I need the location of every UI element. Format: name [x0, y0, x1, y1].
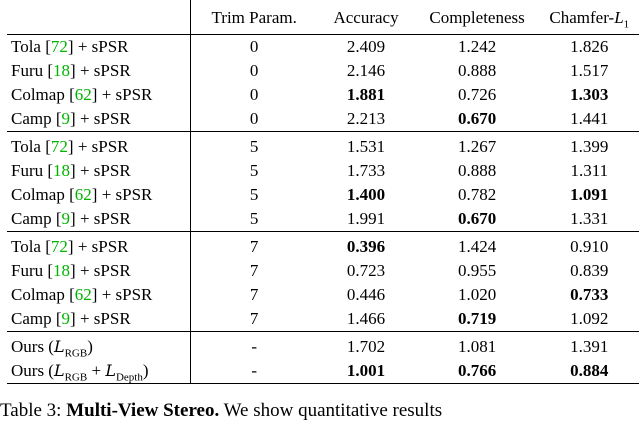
cell-accuracy: 2.213 [318, 107, 415, 132]
cell-accuracy: 2.409 [346, 37, 386, 56]
method-name: Furu [11, 161, 48, 180]
cell-completeness: 0.888 [457, 161, 497, 180]
cell-method [7, 332, 190, 360]
cell-chamfer: 1.092 [540, 307, 639, 332]
cell-method: Colmap [62] + sPSR [7, 183, 190, 207]
citation-link: 62 [74, 85, 92, 104]
method-suffix: + sPSR [75, 309, 131, 328]
table-row [7, 183, 639, 207]
cell-chamfer: 0.733 [570, 285, 609, 304]
header-trim-param: Trim Param. [190, 0, 317, 35]
cell-accuracy: 0.396 [346, 237, 386, 256]
cell-trim: 7 [249, 237, 259, 256]
cell-trim: 0 [249, 61, 259, 80]
cell-accuracy: 1.881 [346, 85, 386, 104]
cell-completeness: 1.081 [457, 337, 497, 356]
cell-method [7, 359, 190, 384]
cell-trim: - [251, 337, 258, 356]
cell-chamfer: 1.399 [570, 137, 609, 156]
table-row [7, 35, 639, 60]
cell-completeness: 1.424 [457, 237, 497, 256]
method-name: Colmap [11, 185, 70, 204]
citation-link: 9 [61, 309, 71, 328]
citation-link: 62 [74, 285, 92, 304]
cell-trim: 5 [190, 207, 317, 232]
cell-completeness: 0.670 [415, 207, 540, 232]
cell-completeness: 0.766 [415, 359, 540, 384]
loss-symbol: L [105, 361, 116, 380]
table-body [7, 35, 639, 384]
cell-method: Camp [9] + sPSR [7, 207, 190, 232]
cell-chamfer: 1.311 [570, 161, 609, 180]
table-row [7, 159, 639, 183]
method-suffix: + sPSR [73, 37, 129, 56]
table-header-row [7, 0, 639, 35]
cell-completeness: 0.670 [415, 107, 540, 132]
method-name: Tola [11, 137, 46, 156]
table-row [7, 307, 639, 332]
cell-chamfer: 0.884 [540, 359, 639, 384]
cell-accuracy: 1.991 [318, 207, 415, 232]
method-suffix: + sPSR [75, 161, 131, 180]
results-table-container [7, 0, 639, 384]
cell-trim: 0 [249, 37, 259, 56]
citation-link: 18 [53, 61, 71, 80]
cell-accuracy: 1.466 [318, 307, 415, 332]
method-name: Ours ( [11, 337, 54, 356]
method-name: Tola [11, 237, 46, 256]
cell-method: Furu [18] + sPSR [7, 259, 190, 283]
method-name: Furu [11, 61, 48, 80]
method-close: ) [87, 337, 93, 356]
method-suffix: + sPSR [97, 85, 153, 104]
cell-accuracy: 0.723 [346, 261, 386, 280]
cell-accuracy: 1.702 [346, 337, 386, 356]
citation-link: 62 [74, 185, 92, 204]
caption-title: Multi-View Stereo. [66, 400, 220, 421]
caption-prefix: Table 3: [0, 400, 67, 421]
loss-symbol: L [53, 337, 65, 356]
cell-trim: 7 [190, 307, 317, 332]
table-row [7, 207, 639, 232]
method-name: Tola [11, 37, 46, 56]
table-row-ours [7, 332, 639, 360]
cell-method: Colmap [62] + sPSR [7, 283, 190, 307]
cell-accuracy: 1.733 [346, 161, 386, 180]
cell-completeness: 0.719 [415, 307, 540, 332]
method-suffix: + sPSR [97, 285, 153, 304]
cell-completeness: 1.267 [457, 137, 497, 156]
loss-subscript: RGB [64, 347, 88, 360]
citation-link: 72 [50, 37, 68, 56]
cell-trim: - [190, 359, 317, 384]
cell-trim: 7 [249, 285, 259, 304]
cell-trim: 5 [249, 161, 259, 180]
loss-symbol: L [53, 361, 65, 380]
header-chamfer-base: Chamfer- [549, 8, 615, 27]
table-row [7, 83, 639, 107]
table-caption [0, 400, 640, 440]
method-suffix: + sPSR [73, 137, 129, 156]
cell-method: Camp [9] + sPSR [7, 307, 190, 332]
method-name: Ours ( [11, 361, 54, 380]
citation-link: 9 [61, 109, 71, 128]
method-suffix: + sPSR [75, 109, 131, 128]
cell-method: Tola [72] + sPSR [7, 35, 190, 60]
table-row-ours [7, 359, 639, 384]
header-accuracy: Accuracy [318, 0, 415, 35]
cell-chamfer: 1.303 [570, 85, 609, 104]
citation-link: 72 [50, 137, 68, 156]
cell-accuracy: 2.146 [346, 61, 386, 80]
header-completeness: Completeness [415, 0, 540, 35]
method-suffix: + sPSR [75, 61, 131, 80]
method-name: Furu [11, 261, 48, 280]
cell-chamfer: 1.091 [570, 185, 609, 204]
cell-accuracy: 0.446 [346, 285, 386, 304]
header-chamfer-var: L [614, 8, 624, 27]
table-row [7, 59, 639, 83]
cell-method: Furu [18] + sPSR [7, 159, 190, 183]
cell-trim: 5 [249, 185, 259, 204]
results-table [7, 0, 639, 384]
cell-chamfer: 1.441 [540, 107, 639, 132]
method-name: Camp [11, 209, 56, 228]
cell-trim: 0 [249, 85, 259, 104]
table-row [7, 283, 639, 307]
cell-completeness: 1.242 [457, 37, 497, 56]
cell-method: Colmap [62] + sPSR [7, 83, 190, 107]
cell-method: Tola [72] + sPSR [7, 132, 190, 160]
header-chamfer-sub: 1 [623, 18, 630, 31]
cell-completeness: 0.726 [457, 85, 497, 104]
method-suffix: + sPSR [75, 209, 131, 228]
table-row [7, 232, 639, 260]
cell-method: Tola [72] + sPSR [7, 232, 190, 260]
method-close: ) [142, 361, 149, 380]
loss-subscript: Depth [115, 371, 143, 384]
cell-chamfer: 1.391 [570, 337, 609, 356]
cell-trim: 5 [249, 137, 259, 156]
cell-trim: 7 [249, 261, 259, 280]
cell-chamfer: 0.910 [570, 237, 609, 256]
cell-accuracy: 1.400 [346, 185, 386, 204]
cell-chamfer: 1.331 [540, 207, 639, 232]
method-name: Camp [11, 309, 56, 328]
cell-completeness: 0.888 [457, 61, 497, 80]
table-row [7, 259, 639, 283]
caption-text: We show quantitative results [219, 400, 443, 421]
citation-link: 9 [61, 209, 71, 228]
method-name: Camp [11, 109, 56, 128]
cell-accuracy: 1.531 [346, 137, 386, 156]
loss-subscript: RGB [64, 371, 88, 384]
method-suffix: + sPSR [75, 261, 131, 280]
plus-sign: + [87, 361, 106, 380]
citation-link: 18 [53, 161, 71, 180]
method-name: Colmap [11, 85, 70, 104]
header-chamfer [540, 0, 639, 35]
cell-trim: 0 [190, 107, 317, 132]
cell-chamfer: 1.826 [570, 37, 609, 56]
citation-link: 72 [50, 237, 68, 256]
method-suffix: + sPSR [73, 237, 129, 256]
cell-method: Camp [9] + sPSR [7, 107, 190, 132]
cell-accuracy: 1.001 [318, 359, 415, 384]
cell-chamfer: 0.839 [570, 261, 609, 280]
citation-link: 18 [53, 261, 71, 280]
table-row [7, 132, 639, 160]
method-suffix: + sPSR [97, 185, 153, 204]
cell-completeness: 0.955 [457, 261, 497, 280]
cell-chamfer: 1.517 [570, 61, 609, 80]
cell-method: Furu [18] + sPSR [7, 59, 190, 83]
cell-completeness: 0.782 [457, 185, 497, 204]
method-name: Colmap [11, 285, 70, 304]
header-method [7, 0, 190, 35]
cell-completeness: 1.020 [457, 285, 497, 304]
table-row [7, 107, 639, 132]
